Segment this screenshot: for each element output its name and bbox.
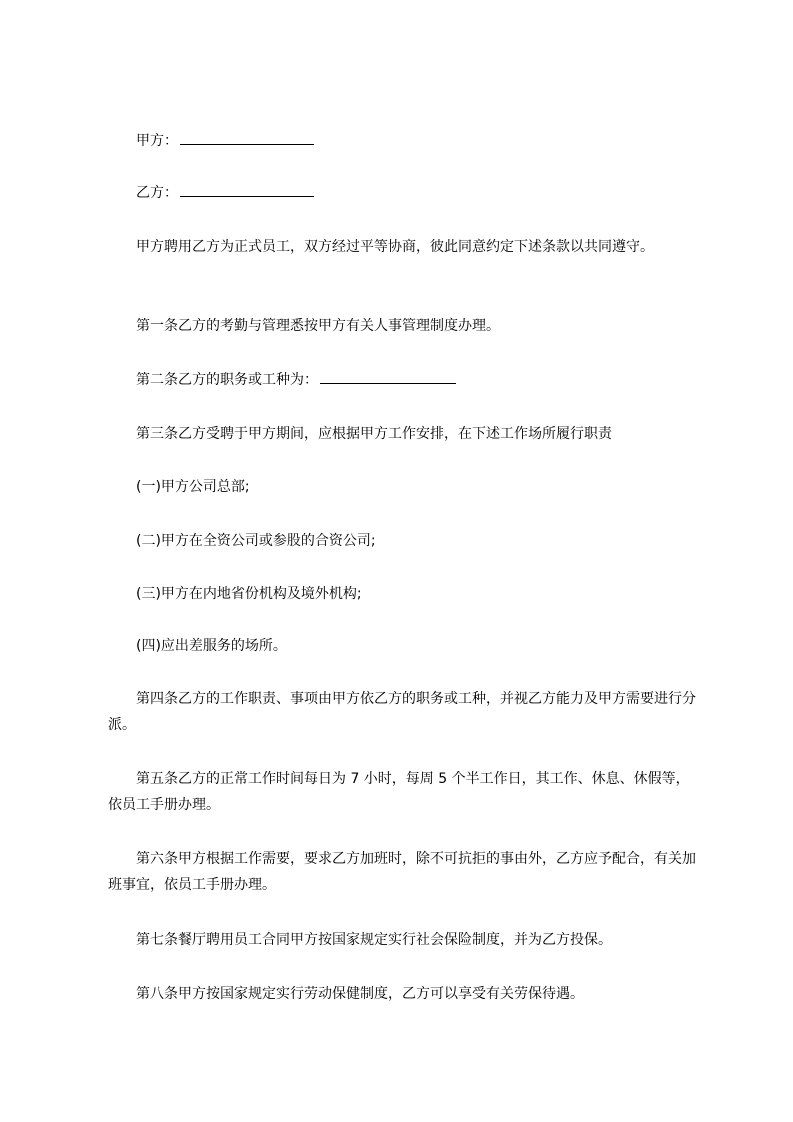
- party-b-label: 乙方：: [136, 185, 178, 201]
- article-3-item-3: (三)甲方在内地省份机构及境外机构;: [136, 586, 362, 602]
- article-7: 第七条餐厅聘用员工合同甲方按国家规定实行社会保险制度，并为乙方投保。: [136, 932, 612, 948]
- intro-paragraph: 甲方聘用乙方为正式员工，双方经过平等协商，彼此同意约定下述条款以共同遵守。: [136, 239, 654, 255]
- article-1: 第一条乙方的考勤与管理悉按甲方有关人事管理制度办理。: [136, 318, 500, 334]
- article-3-item-1: (一)甲方公司总部;: [136, 479, 250, 495]
- article-8: 第八条甲方按国家规定实行劳动保健制度，乙方可以享受有关劳保待遇。: [136, 986, 584, 1002]
- article-2-line: [108, 367, 702, 393]
- party-a-label: 甲方：: [136, 133, 178, 149]
- party-a-line: [108, 128, 702, 154]
- article-4: 第四条乙方的工作职责、事项由甲方依乙方的职务或工种，并视乙方能力及甲方需要进行分派。: [108, 691, 696, 733]
- party-b-blank: [180, 182, 314, 197]
- article-6: 第六条甲方根据工作需要，要求乙方加班时，除不可抗拒的事由外，乙方应予配合，有关加班事宜，依员工手册办理。: [108, 851, 696, 893]
- position-blank: [320, 369, 456, 384]
- article-2: 第二条乙方的职务或工种为：: [136, 372, 318, 388]
- party-a-blank: [180, 130, 314, 145]
- article-3-item-4: (四)应出差服务的场所。: [136, 638, 287, 654]
- article-5: 第五条乙方的正常工作时间每日为 7 小时，每周 5 个半工作日，其工作、休息、休假等，依员工手册办理。: [108, 771, 690, 813]
- party-b-line: [108, 180, 702, 206]
- article-3-item-2: (二)甲方在全资公司或参股的合资公司;: [136, 533, 376, 549]
- article-3: 第三条乙方受聘于甲方期间，应根据甲方工作安排，在下述工作场所履行职责: [136, 426, 612, 442]
